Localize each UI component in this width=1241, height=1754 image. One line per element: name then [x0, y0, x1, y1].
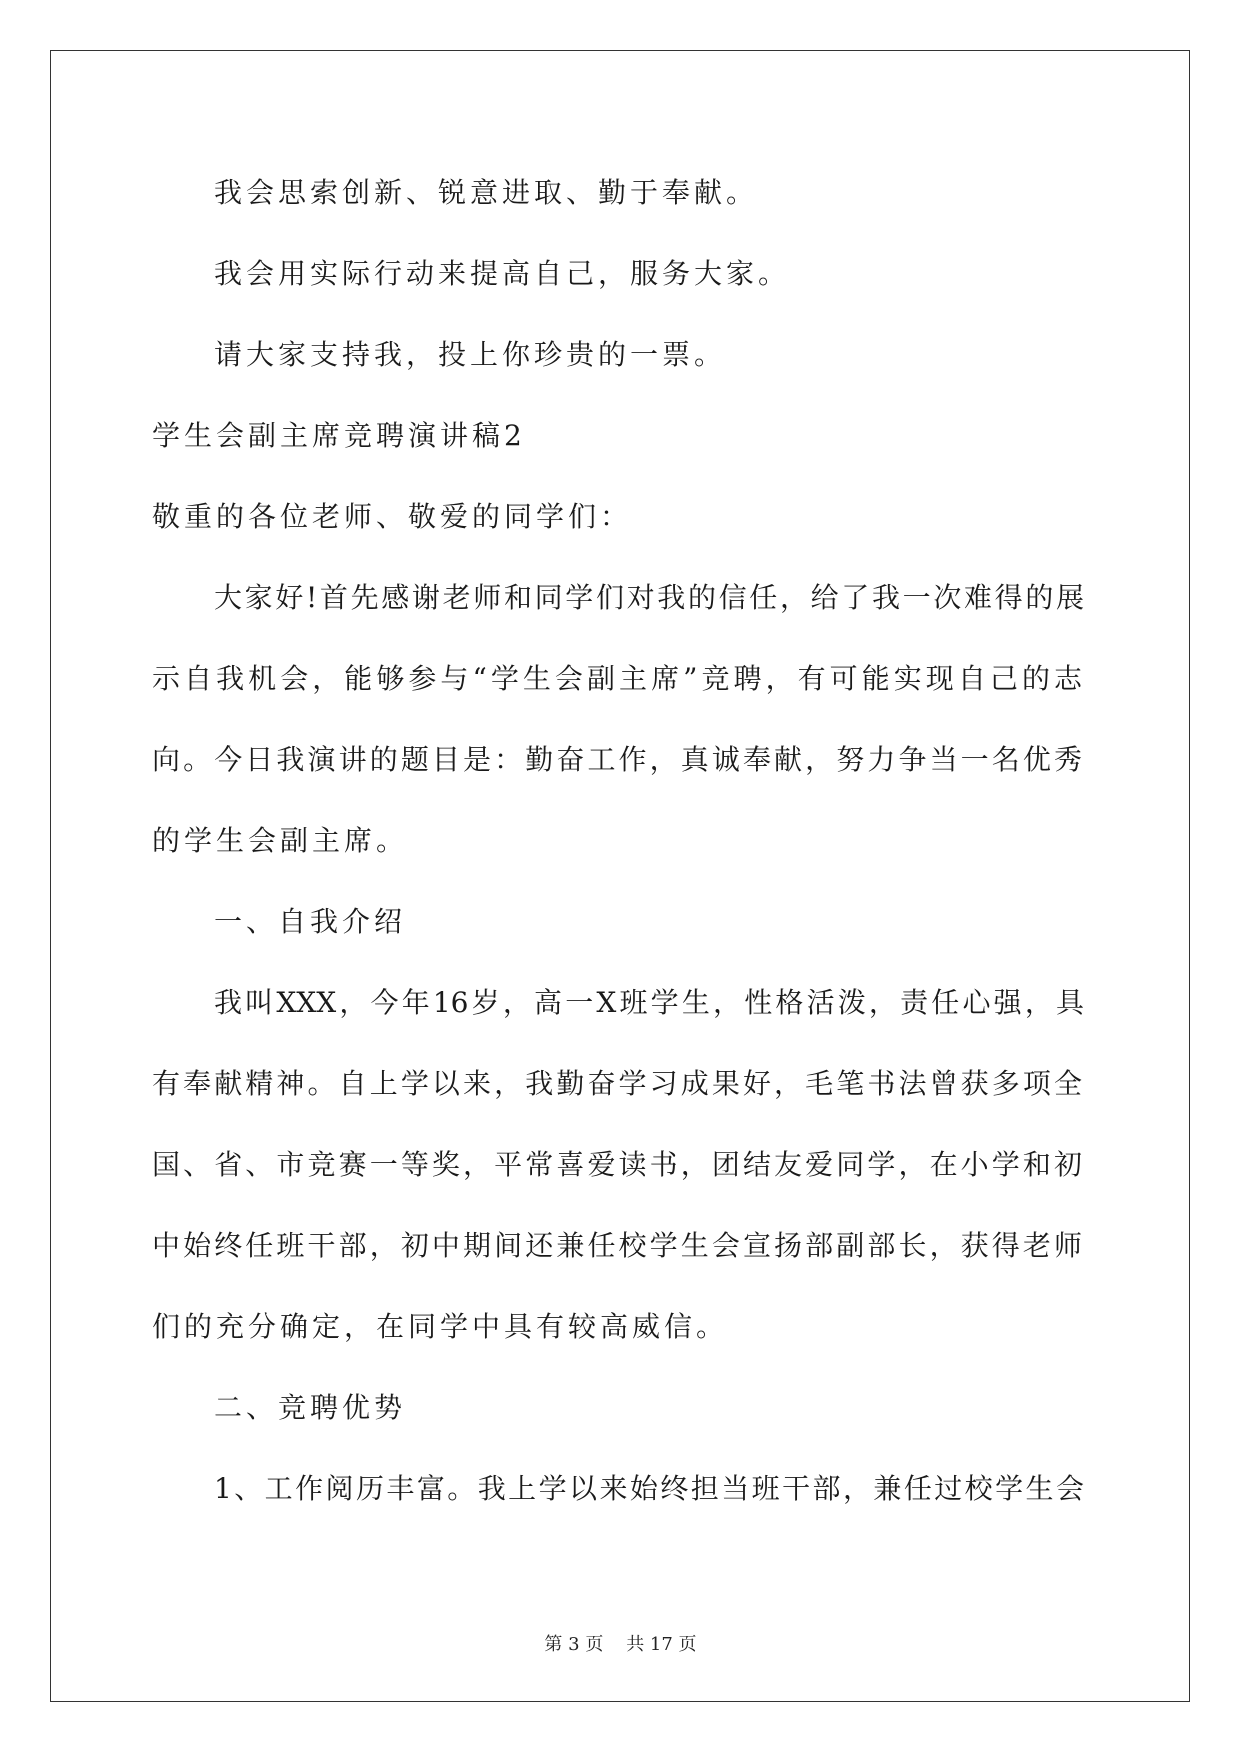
paragraph-line: 我会用实际行动来提高自己，服务大家。 [214, 257, 791, 290]
paragraph-line: 我叫XXX，今年16岁，高一X班学生，性格活泼，责任心强，具 [214, 986, 1084, 1019]
paragraph-line: 我会思索创新、锐意进取、勤于奉献。 [214, 176, 759, 209]
section-title: 学生会副主席竞聘演讲稿2 [152, 419, 526, 452]
paragraph-line: 向。今日我演讲的题目是：勤奋工作，真诚奉献，努力争当一名优秀 [152, 743, 1082, 776]
paragraph-line: 示自我机会，能够参与“学生会副主席”竞聘，有可能实现自己的志 [152, 662, 1082, 695]
paragraph-line: 有奉献精神。自上学以来，我勤奋学习成果好，毛笔书法曾获多项全 [152, 1067, 1082, 1100]
paragraph-line: 们的充分确定，在同学中具有较高威信。 [152, 1310, 729, 1343]
page-number: 第 3 页 共 17 页 [544, 1634, 697, 1655]
paragraph-line: 大家好!首先感谢老师和同学们对我的信任，给了我一次难得的展 [214, 581, 1084, 614]
paragraph-line: 1、工作阅历丰富。我上学以来始终担当班干部，兼任过校学生会 [214, 1472, 1084, 1505]
paragraph-line: 请大家支持我，投上你珍贵的一票。 [214, 338, 727, 371]
subheading: 一、自我介绍 [214, 905, 407, 938]
salutation: 敬重的各位老师、敬爱的同学们： [152, 500, 633, 533]
subheading: 二、竞聘优势 [214, 1391, 407, 1424]
paragraph-line: 国、省、市竞赛一等奖，平常喜爱读书，团结友爱同学，在小学和初 [152, 1148, 1082, 1181]
paragraph-line: 的学生会副主席。 [152, 824, 409, 857]
page-border [50, 50, 1190, 1702]
paragraph-line: 中始终任班干部，初中期间还兼任校学生会宣扬部副部长，获得老师 [152, 1229, 1082, 1262]
